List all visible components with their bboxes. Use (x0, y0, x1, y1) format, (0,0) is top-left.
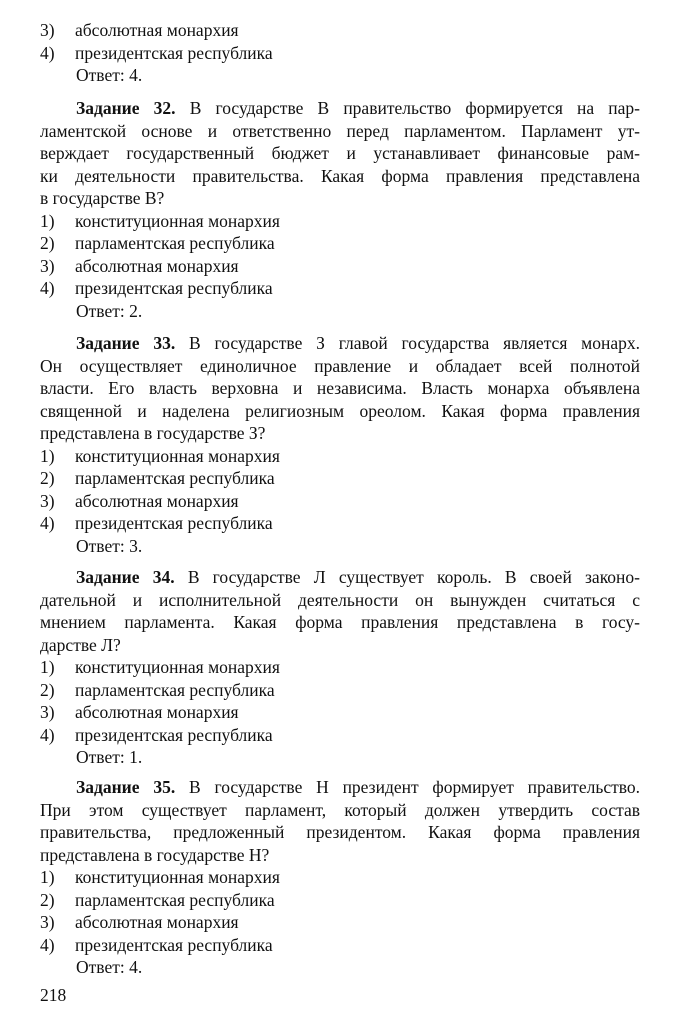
task-text-line: правительства, предложенный президентом. Какая форма правления (40, 822, 640, 842)
task-text: В государстве В правительство формируется на пар- (189, 98, 640, 118)
option-number: 4) (40, 935, 55, 955)
task-text-line: священной и наделена религиозным ореолом. Какая форма правления (40, 400, 640, 421)
option-number: 3) (40, 702, 55, 722)
option-text: конституционная монархия (75, 867, 280, 887)
page-number: 218 (40, 985, 67, 1005)
option-number: 3) (40, 20, 55, 40)
task-text-line: верждает государственный бюджет и устанавливает финансовые рам- (40, 143, 640, 163)
task-text-line: в государстве В? (40, 188, 165, 208)
option-number: 3) (40, 912, 55, 932)
option-text: парламентская республика (75, 468, 275, 488)
task-text-line: дательной и исполнительной деятельности он вынужден считаться с (40, 589, 640, 610)
option-text: парламентская республика (75, 680, 275, 700)
answer: Ответ: 1. (76, 747, 143, 767)
task-text-line: ламентской основе и ответственно перед парламентом. Парламент ут- (40, 120, 640, 141)
option-number: 2) (40, 233, 55, 253)
option-text: парламентская республика (75, 233, 275, 253)
task-label: Задание 34. (76, 567, 175, 587)
option-text: конституционная монархия (75, 657, 280, 677)
task-text-line: представлена в государстве Н? (40, 844, 270, 865)
option-number: 3) (40, 256, 55, 276)
task-first-line (76, 332, 640, 354)
option-text: конституционная монархия (75, 211, 280, 231)
option-number: 4) (40, 725, 55, 745)
option-number: 1) (40, 211, 55, 231)
task-text: В государстве Н президент формирует правительство. (189, 777, 640, 797)
task-first-line (76, 776, 640, 798)
option-number: 1) (40, 446, 55, 466)
task-text-line: Он осуществляет единоличное правление и обладает всей полнотой (40, 355, 640, 376)
option-number: 2) (40, 680, 55, 700)
task-text: В государстве Л существует король. В своей законо- (187, 567, 640, 587)
option-text: парламентская республика (75, 890, 275, 910)
answer: Ответ: 3. (76, 536, 143, 556)
option-text: президентская республика (75, 725, 273, 745)
option-number: 4) (40, 278, 55, 298)
option-number: 1) (40, 657, 55, 677)
option-number: 2) (40, 890, 55, 910)
option-text: абсолютная монархия (75, 702, 239, 722)
option-number: 2) (40, 468, 55, 488)
task-text-line: При этом существует парламент, который должен утвердить состав (40, 799, 640, 820)
option-text: президентская республика (75, 935, 273, 955)
task-first-line (76, 566, 640, 588)
option-number: 4) (40, 513, 55, 533)
option-number: 1) (40, 867, 55, 887)
task-label: Задание 33. (76, 333, 176, 353)
task-first-line (76, 97, 640, 119)
option-text: президентская республика (75, 43, 273, 63)
task-label: Задание 32. (76, 98, 176, 118)
task-text-line: представлена в государстве З? (40, 423, 266, 443)
option-text: конституционная монархия (75, 446, 280, 466)
task-text-line: власти. Его власть верховна и независима. Власть монарха объявлена (40, 378, 640, 398)
option-text: президентская республика (75, 513, 273, 533)
option-number: 4) (40, 43, 55, 63)
option-number: 3) (40, 491, 55, 511)
task-text-line: дарстве Л? (40, 634, 121, 655)
answer: Ответ: 2. (76, 301, 143, 321)
answer: Ответ: 4. (76, 65, 143, 85)
option-text: абсолютная монархия (75, 912, 239, 932)
task-label: Задание 35. (76, 777, 176, 797)
answer: Ответ: 4. (76, 957, 143, 977)
task-text-line: ки деятельности правительства. Какая форма правления представлена (40, 165, 640, 186)
task-text-line: мнением парламента. Какая форма правления представлена в госу- (40, 612, 640, 632)
option-text: абсолютная монархия (75, 20, 239, 40)
task-text: В государстве З главой государства является монарх. (189, 333, 640, 353)
option-text: абсолютная монархия (75, 491, 239, 511)
option-text: абсолютная монархия (75, 256, 239, 276)
option-text: президентская республика (75, 278, 273, 298)
